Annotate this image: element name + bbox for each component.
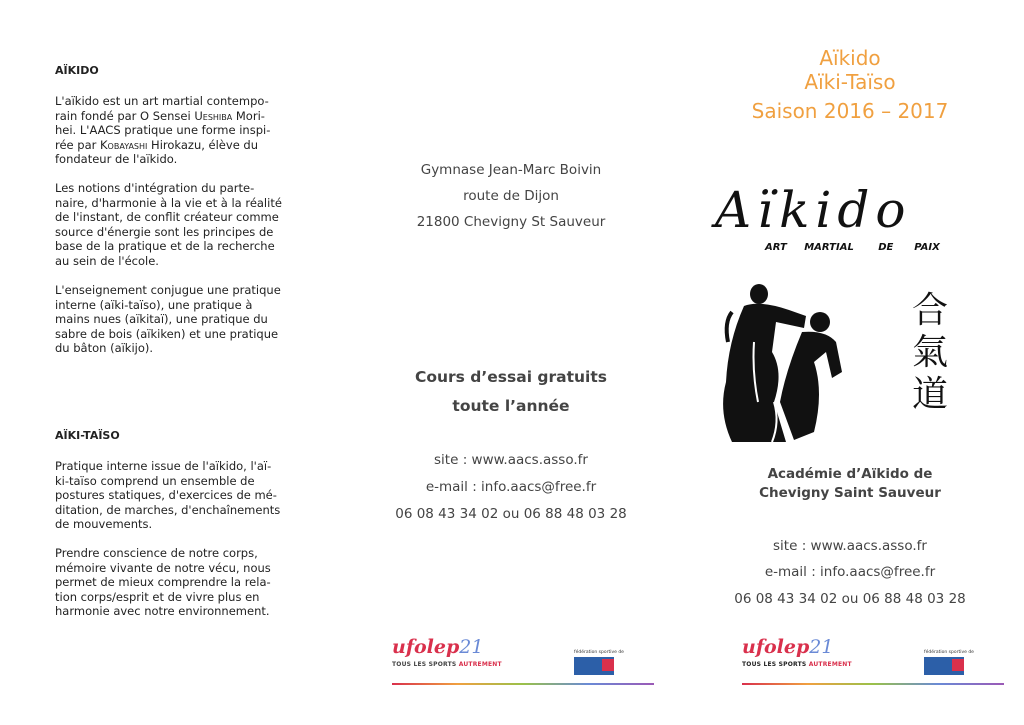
text-line: rée par Kobayashi Hirokazu, élève du [55,137,259,152]
text-line: ditation, de marches, d'enchaînements [55,502,281,517]
text-line: de mouvements. [55,517,153,532]
ufolep-brand: ufolep21 [392,636,484,658]
club-name-line-1: Académie d’Aïkido de [767,466,933,482]
ufolep-tagline: TOUS LES SPORTS AUTREMENT [742,661,852,668]
ligue-caption: fédération sportive de [924,650,974,655]
teacher-name: Kobayashi [100,137,148,152]
middle-column [340,0,682,725]
title-aiki-taiso: Aïki-Taïso [804,70,896,94]
text-line: Les notions d'intégration du parte- [55,181,255,195]
aikido-section-title: AÏKIDO [55,64,99,77]
founder-name: Ueshiba [194,108,233,123]
text-line: mains nues (aïkitaï), une pratique du [55,312,268,327]
text-line: au sein de l'école. [55,253,159,268]
taiso-paragraph-1 [55,459,290,532]
ligue-enseignement-logo [574,650,636,678]
text-line: L'aïkido est un art martial contempo- [55,94,269,108]
free-trial-heading: Cours d’essai gratuits [414,368,608,386]
text-line: fondateur de l'aïkido. [55,152,178,167]
website-link[interactable]: site : www.aacs.asso.fr [434,452,588,468]
text-line: rain fondé par O Sensei Ueshiba Mori- [55,108,265,123]
right-column [700,0,1000,725]
venue-city: 21800 Chevigny St Sauveur [416,214,606,230]
ligue-caption: fédération sportive de [574,650,624,655]
club-name-line-2: Chevigny Saint Sauveur [759,485,941,501]
text-line: hei. L'AACS pratique une forme inspi- [55,123,271,138]
kanji-do: 道 [911,374,948,415]
aiki-taiso-section-title: AÏKI-TAÏSO [55,429,120,442]
website-link-right[interactable]: site : www.aacs.asso.fr [773,538,927,554]
ligue-enseignement-logo [924,650,986,678]
text-line: sabre de bois (aïkiken) et une pratique [55,326,279,341]
title-season: Saison 2016 – 2017 [751,99,949,123]
art-martial-tagline [765,242,965,253]
aikido-logo [715,181,980,244]
text-line: Pratique interne issue de l'aïkido, l'aï- [55,459,272,473]
aikido-logo-word: Aïkido [715,181,912,239]
title-aikido: Aïkido [819,46,881,70]
tagline-word: DE [878,242,894,253]
text-line: de l'instant, de conflit créateur comme [55,210,279,225]
color-divider [392,683,654,685]
aikido-intro-paragraph [55,94,290,167]
kanji-ai: 合 [911,290,948,331]
text-line: postures statiques, d'exercices de mé- [55,488,277,503]
tagline-word: ART [765,242,787,253]
email-link-right[interactable]: e-mail : info.aacs@free.fr [764,564,936,580]
text-line: naire, d'harmonie à la vie et à la réalité [55,195,282,210]
tagline-word: MARTIAL [804,242,854,253]
ufolep-tagline: TOUS LES SPORTS AUTREMENT [392,661,502,668]
text-line: base de la pratique et de la recherche [55,239,275,254]
free-trial-subheading: toute l’année [452,397,570,415]
text-line: source d'énergie sont les principes de [55,224,274,239]
text-line: du bâton (aïkijo). [55,341,154,356]
venue-street: route de Dijon [463,188,559,204]
color-divider [742,683,1004,685]
tagline-word: PAIX [914,242,940,253]
ufolep-brand: ufolep21 [742,636,834,658]
text-line: ki-taïso comprend un ensemble de [55,473,255,488]
aikidoka-illustration [714,282,844,444]
text-line: permet de mieux comprendre la rela- [55,575,271,590]
email-link[interactable]: e-mail : info.aacs@free.fr [425,479,597,495]
text-line: Prendre conscience de notre corps, [55,546,258,560]
phone-numbers-right: 06 08 43 34 02 ou 06 88 48 03 28 [734,591,966,607]
kanji-ki: 氣 [911,332,948,373]
text-line: interne (aïki-taïso), une pratique à [55,297,253,312]
phone-numbers: 06 08 43 34 02 ou 06 88 48 03 28 [395,506,627,522]
ufolep-logo-right [742,636,1004,686]
venue-name: Gymnase Jean-Marc Boivin [420,162,602,178]
taiso-paragraph-2 [55,546,290,619]
text-line: L'enseignement conjugue une pratique [55,283,281,297]
aikido-kanji [900,290,960,416]
notions-paragraph [55,181,290,269]
text-line: tion corps/esprit et de vivre plus en [55,589,260,604]
enseignement-paragraph [55,283,290,356]
text-line: harmonie avec notre environnement. [55,604,270,619]
ufolep-logo-middle [392,636,654,686]
left-column [55,0,290,725]
text-line: mémoire vivante de notre vécu, nous [55,560,271,575]
